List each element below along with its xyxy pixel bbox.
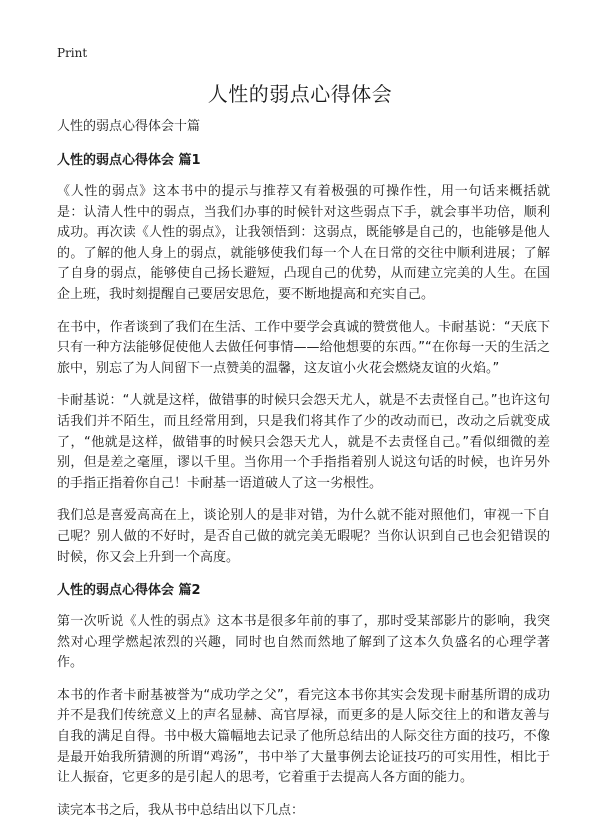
section-2-paragraph-2: 本书的作者卡耐基被誉为“成功学之父”，看完这本书你其实会发现卡耐基所谓的成功并不是我们传统意义上的声名显赫、高官厚禄，而更多的是人际交往上的和谐友善与自我的满足自得。书中极大篇幅地去记录了他所总结出的人际交往方面的技巧，不像是最开始我所猜测的所谓“鸡汤”，书中举了大量事例去论证技巧的可实用性，相比于让人振奋，它更多的是引起人的思考，它着重于去提高人各方面的能力。: [57, 687, 550, 786]
section-1-paragraph-2: 在书中，作者谈到了我们在生活、工作中要学会真诚的赞赏他人。卡耐基说：“天底下只有一种方法能够促使他人去做任何事情——给他想要的东西。”“在你每一天的生活之旅中，别忘了为人间留下一点赞美的温馨，这友谊小火花会燃烧友谊的火焰。”: [57, 319, 550, 376]
section-heading-2: 人性的弱点心得体会 篇2: [57, 583, 201, 599]
print-link[interactable]: Print: [57, 46, 88, 60]
section-2-paragraph-1: 第一次听说《人性的弱点》这本书是很多年前的事了，那时受某部影片的影响，我突然对心理学燃起浓烈的兴趣，同时也自然而然地了解到了这本久负盛名的心理学著作。: [57, 614, 550, 671]
section-1-paragraph-3: 卡耐基说：“人就是这样，做错事的时候只会怨天尤人，就是不去责怪自己。”也许这句话我们并不陌生，而且经常用到，只是我们将其作了少的改动而已，改动之后就变成了，“他就是这样，做错事的时候只会怨天尤人，就是不去责怪自己。”看似细微的差别，但是差之毫厘，谬以千里。当你用一个手指指着别人说这句话的时候，也许另外的手指正指着你自己！卡耐基一语道破人了这一劣根性。: [57, 393, 550, 491]
section-1-paragraph-1: 《人性的弱点》这本书中的提示与推荐又有着极强的可操作性，用一句话来概括就是：认清人性中的弱点，当我们办事的时候针对这些弱点下手，就会事半功倍，顺利成功。再次读《人性的弱点》，让我领悟到：这弱点，既能够是自己的，也能够是他人的。了解的他人身上的弱点，就能够使我们每一个人在日常的交往中顺利进展；了解了自身的弱点，能够使自己扬长避短，凸现自己的优势，从而建立完美的人生。在国企上班，我时刻提醒自己要居安思危，要不断地提高和充实自己。: [57, 184, 550, 302]
document-subtitle: 人性的弱点心得体会十篇: [57, 119, 201, 134]
document-body: [57, 116, 550, 833]
section-2-paragraph-3: 读完本书之后，我从书中总结出以下几点：: [57, 802, 305, 818]
section-heading-1: 人性的弱点心得体会 篇1: [57, 153, 201, 168]
page-title: 人性的弱点心得体会: [207, 82, 393, 106]
section-1-paragraph-4: 我们总是喜爱高高在上，谈论别人的是非对错，为什么就不能对照他们，审视一下自己呢？别人做的不好时，是否自己做的就完美无暇呢？当你认识到自己也会犯错误的时候，你又会上升到一个高度。: [57, 508, 550, 565]
